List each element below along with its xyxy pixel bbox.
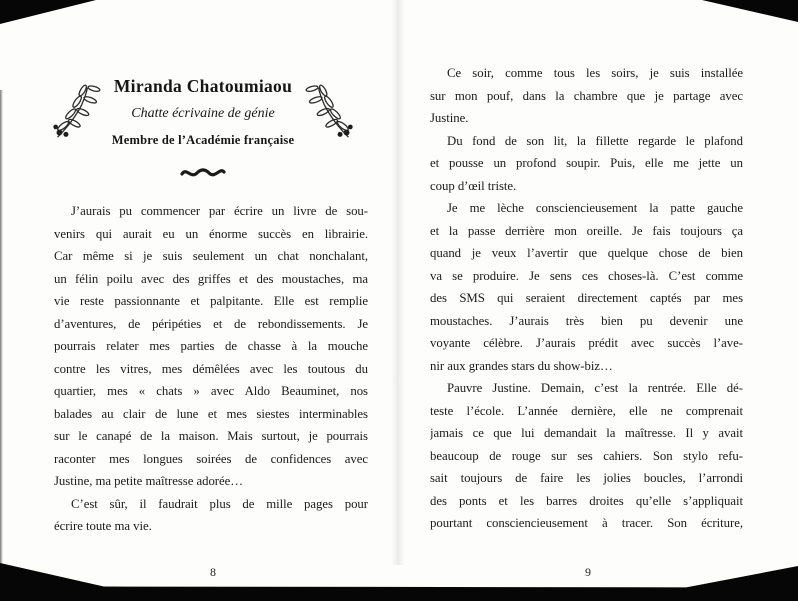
text-line: des SMS qui seraient directement captés par mes <box>430 291 743 305</box>
right-page <box>430 0 746 601</box>
text-line: Justine, ma petite maîtresse adorée… <box>54 474 244 488</box>
olive-branch-left-icon <box>51 81 107 143</box>
text-line: raconter mes longues soirées de confidences avec <box>54 451 368 466</box>
paragraph <box>54 200 368 493</box>
text-line: vie reste passionnante et palpitante. Elle est remplie <box>54 294 368 308</box>
text-line: Pauvre Justine. Demain, c’est la rentrée. Elle dé- <box>447 381 743 395</box>
text-line: et la passe derrière mon oreille. Je fais toujours ça <box>430 223 743 238</box>
squiggle-divider-icon <box>180 165 226 181</box>
text-line: écrire toute ma vie. <box>54 519 152 533</box>
text-line: contre les vitres, mes démêlées avec les toutous du <box>54 361 368 376</box>
olive-branch-right-icon <box>299 81 355 143</box>
author-title: Miranda Chatoumiaou <box>113 76 293 96</box>
right-page-text <box>430 62 743 535</box>
text-line: sur mon pouf, dans la chambre que je partage avec <box>430 88 743 103</box>
text-line: teste l’école. L’année dernière, elle ne comprenait <box>430 403 743 418</box>
text-line: nir aux grandes stars du show-biz… <box>430 358 613 373</box>
text-line: C’est sûr, il faudrait plus de mille pages pour <box>71 496 368 511</box>
author-affiliation: Membre de l’Académie française <box>111 133 295 147</box>
left-page <box>52 0 374 601</box>
text-line: pourtant consciencieusement à tracer. Son écriture, <box>430 516 743 530</box>
page-number-right: 9 <box>585 565 591 579</box>
paragraph <box>430 197 743 377</box>
paragraph <box>430 130 743 198</box>
text-line: Car même si je suis seulement un chat nonchalant, <box>54 249 368 263</box>
text-line: et pousse un profond soupir. Puis, elle me jette un <box>430 156 743 170</box>
text-line: J’aurais pu commencer par écrire un livre de sou- <box>71 204 368 218</box>
text-line: quand je veux l’avertir que quelque chose de bien <box>430 246 743 260</box>
page-edge-shadow-left <box>0 90 3 567</box>
text-line: venirs qui aurait eu un énorme succès en librairie. <box>54 226 368 241</box>
text-line: beaucoup de rouge sur ses cahiers. Son stylo refu- <box>430 448 743 463</box>
paragraph <box>430 62 743 130</box>
text-line: quartier, mes « chats » avec Aldo Beauminet, nos <box>54 384 368 398</box>
author-subtitle: Chatte écrivaine de génie <box>131 106 275 121</box>
text-line: coup d’œil triste. <box>430 178 517 193</box>
left-page-text <box>54 200 368 538</box>
text-line: voyante célèbre. J’aurais prédit avec succès l’ave- <box>430 336 743 350</box>
text-line: un félin poilu avec des griffes et des moustaches, ma <box>54 271 368 286</box>
text-line: des ponts et les barres droites qu’elle s’appliquait <box>430 493 743 508</box>
text-line: moustaches. J’aurais très bien pu devenir une <box>430 313 743 328</box>
text-line: d’aventures, de péripéties et de rebondissements. Je <box>54 316 368 331</box>
page-gutter-shadow <box>391 0 405 565</box>
text-line: va se produire. Je sens ces choses-là. C’est comme <box>430 268 743 283</box>
text-line: Du fond de son lit, la fillette regarde le plafond <box>447 133 743 148</box>
page-number-left: 8 <box>210 565 216 579</box>
paragraph <box>430 377 743 535</box>
text-line: Ce soir, comme tous les soirs, je suis installée <box>447 66 743 80</box>
chapter-header-text <box>112 76 294 148</box>
text-line: sait toujours de faire les jolies boucles, l’arrondi <box>430 471 743 485</box>
text-line: Je me lèche consciencieusement la patte gauche <box>447 201 743 215</box>
text-line: sur le canapé de la maison. Mais surtout, je pourrais <box>54 429 368 443</box>
text-line: balades au clair de lune et mes siestes interminables <box>54 406 368 421</box>
text-line: Justine. <box>430 111 469 125</box>
paragraph <box>54 493 368 538</box>
chapter-header <box>32 76 374 148</box>
text-line: jamais ce que lui demandait la maîtresse. Il y avait <box>430 426 743 440</box>
text-line: pourrais relater mes parties de chasse à la mouche <box>54 339 368 353</box>
